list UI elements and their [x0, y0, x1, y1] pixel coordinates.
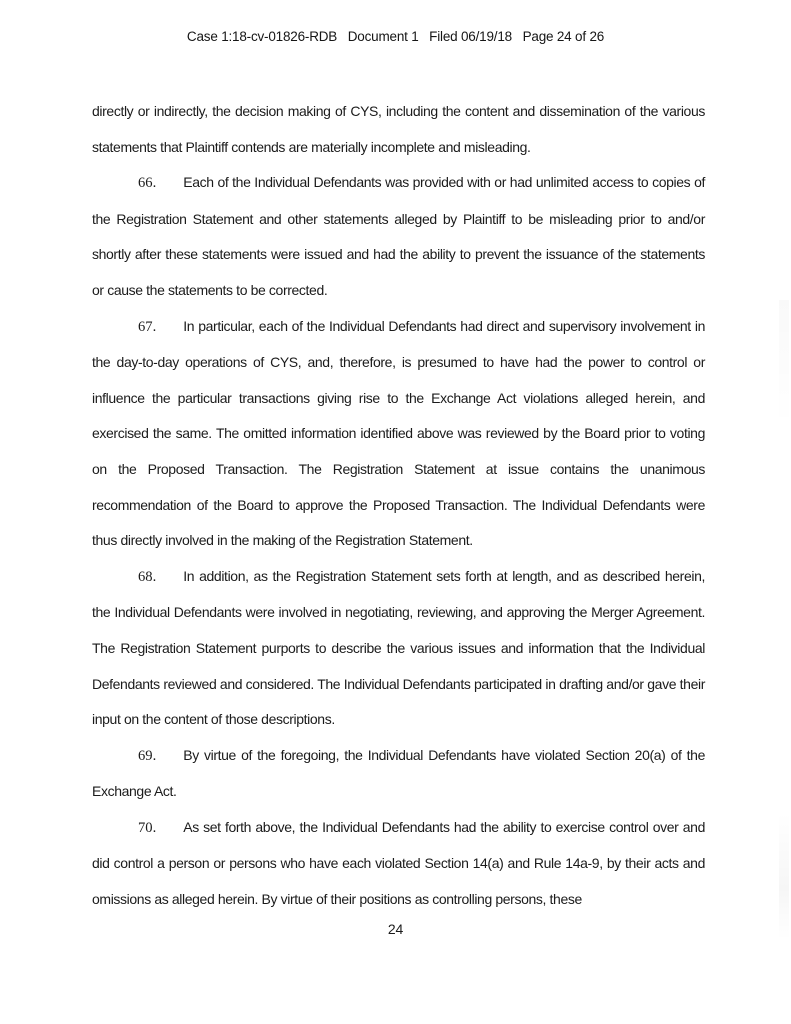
page-number: 24: [387, 921, 404, 937]
paragraph-67: [92, 309, 705, 559]
paragraph-text: Each of the Individual Defendants was provided with or had unlimited access to copies of the Registration Statement and other statements alleged by Plaintiff to be misleading prior to and/or shortly after these statements were issued and had the ability to prevent the issuance of the statements or cause the statements to be corrected.: [92, 174, 705, 298]
paragraph-number: 68.: [138, 568, 157, 585]
paragraph-number: 70.: [138, 819, 157, 836]
paragraph-continuation: [92, 94, 705, 165]
document-body: [92, 94, 705, 918]
case-caption: Case 1:18-cv-01826-RDB Document 1 Filed 06/19/18 Page 24 of 26: [186, 29, 605, 44]
paragraph-text: In addition, as the Registration Statement sets forth at length, and as described herein, the Individual Defendants were involved in negotiating, reviewing, and approving the Merger Agreement. The Registration Statement purports to describe the various issues and information that the Individual Defendants reviewed and considered. The Individual Defendants participated in drafting and/or gave their input on the content of those descriptions.: [92, 567, 705, 728]
scan-artifact: [779, 300, 789, 940]
paragraph-number: 66.: [138, 175, 157, 192]
paragraph-text: In particular, each of the Individual Defendants had direct and supervisory involvement in the day-to-day operations of CYS, and, therefore, is presumed to have had the power to control or influence the particular transactions giving rise to the Exchange Act violations alleged herein, and exercised the same. The omitted information identified above was reviewed by the Board prior to voting on the Proposed Transaction. The Registration Statement at issue contains the unanimous recommendation of the Board to approve the Proposed Transaction. The Individual Defendants were thus directly involved in the making of the Registration Statement.: [92, 317, 705, 549]
paragraph-70: [92, 810, 705, 918]
paragraph-text: As set forth above, the Individual Defendants had the ability to exercise control over and did control a person or persons who have each violated Section 14(a) and Rule 14a-9, by their acts and omissions as alleged herein. By virtue of their positions as controlling persons, these: [92, 818, 705, 908]
paragraph-number: 69.: [138, 747, 157, 764]
paragraph-66: [92, 165, 705, 308]
paragraph-number: 67.: [138, 318, 157, 335]
paragraph-text: directly or indirectly, the decision making of CYS, including the content and dissemination of the various statements that Plaintiff contends are materially incomplete and misleading.: [92, 103, 705, 155]
paragraph-text: By virtue of the foregoing, the Individual Defendants have violated Section 20(a) of the Exchange Act.: [92, 746, 705, 800]
paragraph-69: [92, 738, 705, 810]
paragraph-68: [92, 559, 705, 738]
